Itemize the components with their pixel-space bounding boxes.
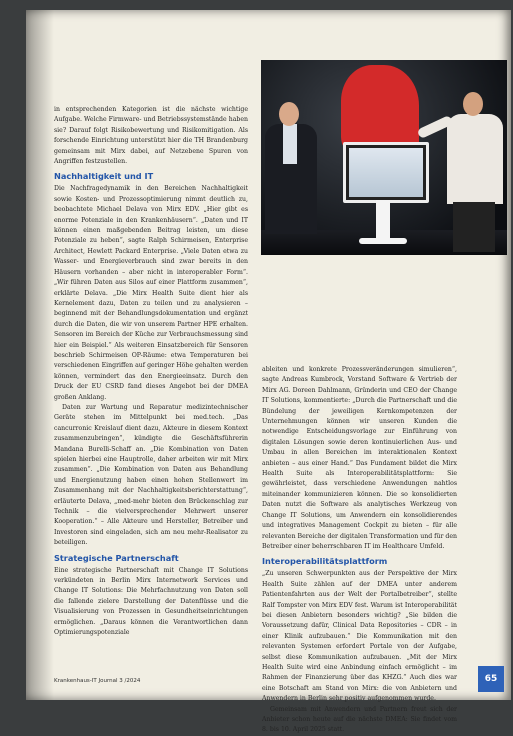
paragraph: Daten zur Wartung und Reparatur medizintechnischer Geräte stehen im Mittelpunkt bei med.tech. „Das cancurronic Kreislauf dient dazu, Akteure in diesem Kontext zusammenzubringen“, kündigte die Geschäftsführerin Mandana Burelli-Schaff an. „Die Kombination von Daten spielen hierbei eine Hauptrolle, daher arbeiten wir mit Mirx zusammen“. „Die Kombination von Daten aus Behandlung und Energienutzung haben einen hohen Stellenwert im Zusammenhang mit der Nachhaltigkeitsberichterstattung“, erläuterte Delava, „med-mehr bieten den Brückenschlag zur Technik – die vielversprechender Mehrwert unserer Kooperation.“ – Alle Akteure und Hersteller, Betreiber und Investoren sind eingeladen, sich am neu mehr-Realisator zu beteiligen. [54, 403, 248, 547]
paragraph: ableiten und konkrete Prozessveränderungen simulieren“, sagte Andreas Kumbrock, Vorstand Software & Vertrieb der Mirx AG. Doreen Dahlmann, Gründerin und CEO der Change IT Solutions, kommentierte: „Durch die Partnerschaft und die Bündelung der jeweiligen Kernkompetenzen der Unternehmungen können wir unseren Kunden die notwendige Entscheidungsvorlage zur Einführung von digitalen Lösungen sowie deren kontinuierlichen Aus- und Umbau in allen Bereichen im interaktionalen Kontext anbieten – aus einer Hand.“ Das Fundament bildet die Mirx Health Suite als Interoperabilitätsplattform: Sie gewährleistet, dass verschiedene Anwendungen nahtlos miteinander kommunizieren können. Die so konsolidierten Daten nutzt die Software als analytisches Werkzeug von Change IT Solutions, um Anwendern ein konsolidierendes und integratives Management Cockpit zu bieten – für alle relevanten Bereiche der digitalen Transformation und für den Betreiber einer beherrschbaren IT im Healthcare Umfeld. [262, 366, 457, 550]
section-heading-interoperability: Interoperabilitätsplattform [262, 556, 388, 567]
paragraph: in entsprechenden Kategorien ist die nächste wichtige Aufgabe. Welche Firmware- und Betriebssystemstände haben sie? Darauf folgt Risikobewertung und Risikomitigation. Als forschende Einrichtung unterstützt hier die TH Brandenburg gemeinsam mit Mirx dabei, auf Netzebene Spuren von Angriffen festzustellen. [54, 106, 248, 166]
page-footer: Krankenhaus-IT Journal 3 /2024 [54, 678, 141, 684]
paragraph: Eine strategische Partnerschaft mit Change IT Solutions verkündeten in Berlin Mirx Internetwork Services und Change IT Solutions: Die Mehrfachnutzung von Daten soll die fallende zielere Darstellung der Datenflüsse und die Visualisierung von Prozessen in Gesundheitseinrichtungen ermöglichen. „Daraus können die Verantwortlichen dann Optimierungspotenziale [54, 566, 248, 637]
section-heading-partnership: Strategische Partnerschaft [54, 552, 179, 563]
page-gutter-shadow [26, 10, 54, 700]
paragraph: Die Nachfragedynamik in den Bereichen Nachhaltigkeit sowie Kosten- und Prozessoptimierung nimmt deutlich zu, beobachtete Michael Delava von Mirx EDV. „Hier gibt es enorme Potenziale in den Krankenhäusern“. „Daten und IT können einen maßgebenden Beitrag leisten, um diese Potenziale zu heben“, sagte Ralph Schirmeisen, Enterprise Architect, Hewlett Packard Enterprise. „Viele Daten etwa zu Wasser- und Energieverbrauch sind zwar bereits in den Häusern vorhanden – aber nicht in interoperabler Form“. „Wir führen Daten aus Silos auf einer Plattform zusammen“, erklärte Delava. „Die Mirx Health Suite dient hier als Kernelement dazu, Daten zu teilen und zu analysieren – beginnend mit der Behandlungsdokumentation und ergänzt durch die Daten, die wir von unserem Partner HPE erhalten. Sensoren im Bereich der Küche zur Verbrauchsmessung sind hier ein Beispiel.“ Als weiteren Einsatzbereich für Sensoren beschrieb Schirmeisen OP-Räume: etwa Temperaturen bei verschiedenen Eingriffen auf geringer Höhe gehalten werden können, vermindert das den Energieeinsatz. Durch den Druck der EU CSRD fand dieses Angebot bei der DMEA großen Anklang. [54, 185, 248, 401]
photo-monitor-base [359, 238, 407, 244]
photo-person-right [441, 92, 503, 255]
photo-monitor [343, 142, 429, 203]
page-number: 65 [478, 666, 504, 692]
photo-monitor-screen [349, 148, 423, 197]
paragraph: Gemeinsam mit Anwendern und Partnern freut sich der Anbieter schon heute auf die nächste DMEA: Sie findet vom 8. bis 10. April 2025 statt. [262, 705, 457, 734]
article-photo [261, 60, 507, 255]
paragraph: „Zu unseren Schwerpunkten aus der Perspektive der Mirx Health Suite zählen auf der DMEA unter anderem Patientenfahrten aus der Welt der Portalbetreiber“, stellte Ralf Tompster von Mirx EDV fest. Warum ist Interoperabilität bei diesen Anbietern besonders wichtig? „Sie bilden die Voraussetzung dafür, Clinical Data Repositories – CDR – in einer Klinik aufzubauen.“ Die Kommunikation mit den relevanten Systemen erfordert Portale von der Aufgabe, selbst diese Kommunikation aufzubauen. „Mit der Mirx Health Suite wird eine Anbindung einfach ermöglicht – im Rahmen der Finanzierung über das KHZG.“ Auch dies war eine Botschaft am Stand von Mirx: die von Anbietern und Anwendern in Berlin sehr positiv aufgenommen wurde. [262, 570, 457, 703]
photo-person-left [265, 102, 317, 255]
section-heading-sustainability: Nachhaltigkeit und IT [54, 171, 154, 182]
left-text-column [54, 105, 248, 639]
magazine-page [26, 10, 511, 734]
photo-monitor-stand [376, 200, 390, 240]
